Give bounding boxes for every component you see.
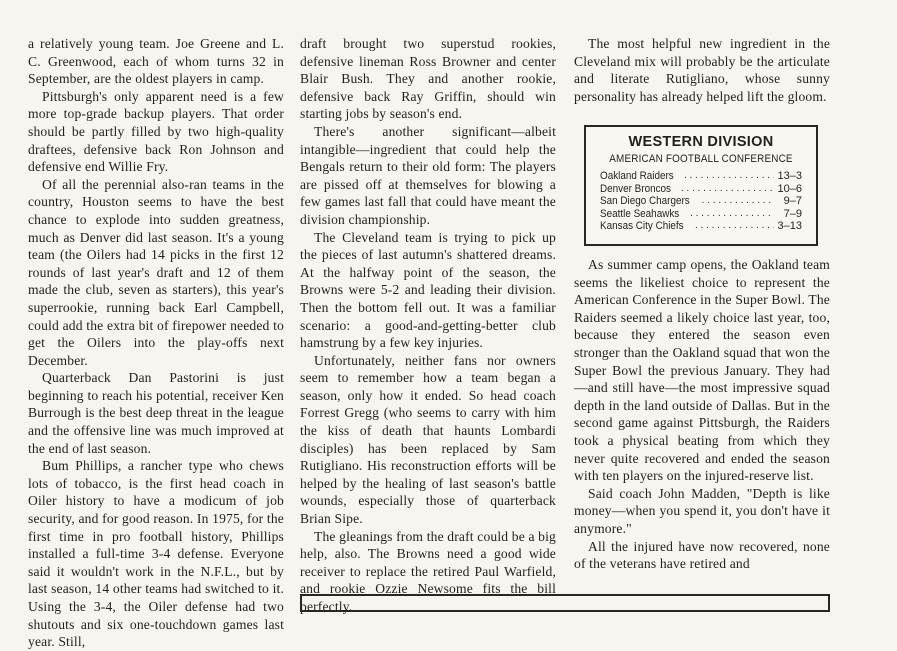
team-name: Oakland Raiders: [600, 170, 674, 182]
team-record: 9–7: [783, 195, 802, 208]
paragraph: Quarterback Dan Pastorini is just beginning to reach his potential, receiver Ken Burrough is the best deep threat in the league and the offensive line was much improved at the end of last season.: [28, 370, 284, 456]
paragraph: a relatively young team. Joe Greene and L. C. Greenwood, each of whom turns 32 in September, are the oldest players in camp.: [28, 36, 284, 87]
article-column-2: [300, 35, 556, 616]
paragraph: Bum Phillips, a rancher type who chews lots of tobacco, is the first head coach in Oiler history to have a modicum of job security, and for good reason. In 1975, for the first time in pro football history, Phillips installed a full-time 3-4 defense. Everyone said it wouldn't work in the N.F.L., but by last season, 14 other teams had switched to it. Using the 3-4, the Oiler defense had two shutouts and six one-touchdown games last year. Still,: [28, 458, 284, 650]
paragraph: Pittsburgh's only apparent need is a few more top-grade backup players. That order should be partly filled by two high-quality draftees, defensive back Ron Johnson and defensive end Willie Fry.: [28, 88, 284, 175]
paragraph: draft brought two superstud rookies, defensive lineman Ross Browner and center Blair Bush. They and another rookie, defensive back Ray Griffin, should win starting jobs by season's end.: [300, 36, 556, 122]
paragraph: There's another significant—albeit intangible—ingredient that could help the Bengals return to their old form: The players are pissed off at themselves for blowing a few games last fall that could have meant the division championship.: [300, 123, 556, 227]
dot-leader: [679, 183, 774, 196]
article-column-3-bottom: [574, 256, 830, 573]
paragraph: The gleanings from the draft could be a big help, also. The Browns need a good wide receiver to replace the retired Paul Warfield, and rookie Ozzie Newsome fits the bill perfectly.: [300, 528, 556, 614]
standings-row: [600, 208, 802, 221]
team-name: Kansas City Chiefs: [600, 220, 684, 233]
standings-title: WESTERN DIVISION: [628, 134, 774, 150]
paragraph: The most helpful new ingredient in the Cleveland mix will probably be the articulate and literate Rutigliano, whose sunny personality has already helped lift the gloom.: [574, 36, 830, 104]
standings-row: [600, 220, 802, 233]
standings-row: [600, 183, 802, 196]
team-name: San Diego Chargers: [600, 195, 690, 208]
dot-leader: [693, 220, 774, 233]
team-name: Seattle Seahawks: [600, 207, 680, 220]
paragraph: Of all the perennial also-ran teams in the country, Houston seems to have the best chance to explode into sudden greatness, much as Denver did last season. It's a young team (the Oilers had 14 picks in the first 12 rounds of last year's draft and 12 of them made the club, seven as starters), this year's superrookie, running back Earl Campbell, could add the extra bit of firepower needed to get the Oilers into the play-offs next December.: [28, 176, 284, 368]
next-box-border: [300, 594, 830, 612]
team-record: 3–13: [777, 220, 802, 233]
team-record: 7–9: [783, 207, 802, 220]
team-name: Denver Broncos: [600, 182, 671, 195]
article-column-1: [28, 35, 284, 651]
team-record: 13–3: [777, 170, 802, 182]
dot-leader: [688, 208, 774, 221]
paragraph: Said coach John Madden, "Depth is like money—when you spend it, you don't have it anymore.": [574, 485, 830, 536]
standings-box: [584, 125, 818, 246]
standings-row: [600, 195, 802, 208]
standings-list: [586, 170, 816, 233]
standings-row: [600, 170, 802, 183]
standings-subtitle: AMERICAN FOOTBALL CONFERENCE: [609, 153, 793, 165]
paragraph: All the injured have now recovered, none of the veterans have retired and: [574, 538, 830, 572]
team-record: 10–6: [777, 182, 802, 195]
article-column-3-top: [574, 35, 830, 105]
dot-leader: [700, 195, 774, 208]
paragraph: As summer camp opens, the Oakland team seems the likeliest choice to represent the American Conference in the Super Bowl. The Raiders seemed a likely choice last year, too, because they entered the season even stronger than the Oakland squad that won the Super Bowl the previous January. They had—and still have—the most impressive squad depth in the land outside of Dallas. But in the second game against Pittsburgh, the Raiders took a physical beating from which they never quite recovered and ended the season with ten players on the injured-reserve list.: [574, 257, 830, 484]
dot-leader: [682, 170, 774, 183]
paragraph: The Cleveland team is trying to pick up the pieces of last autumn's shattered dreams. At the halfway point of the season, the Browns were 5-2 and leading their division. Then the bottom fell out. It was a familiar scenario: a good-and-getting-better club hamstrung by a few key injuries.: [300, 229, 556, 351]
paragraph: Unfortunately, neither fans nor owners seem to remember how a team began a season, only how it ended. So head coach Forrest Gregg (who seems to carry with him the kiss of death that haunts Lombardi disciples) has been replaced by Sam Rutigliano. His reconstruction efforts will be helped by the healing of last season's battle wounds, especially those of quarterback Brian Sipe.: [300, 352, 556, 527]
